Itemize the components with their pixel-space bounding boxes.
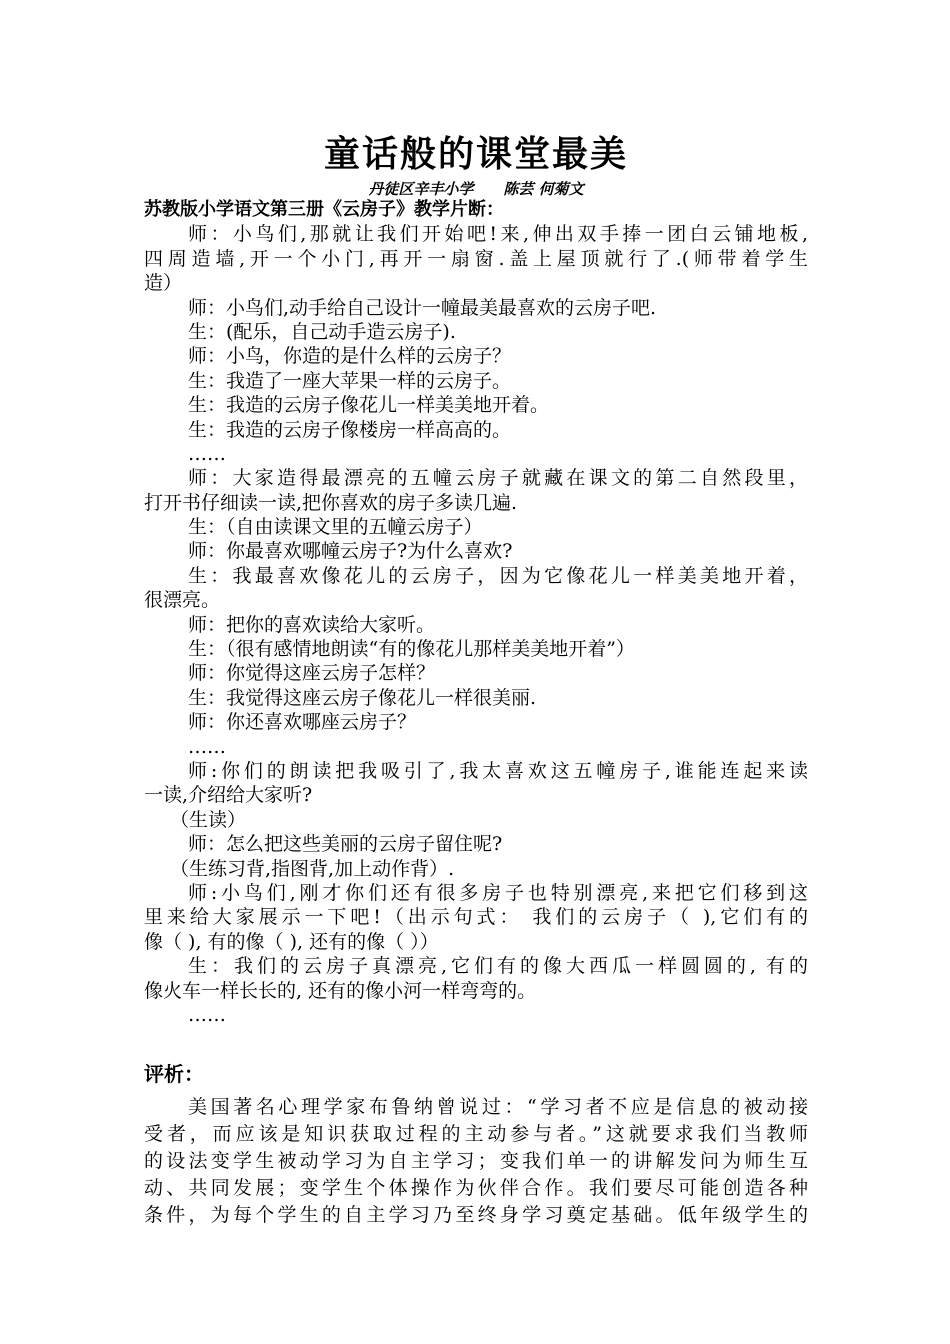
text-line: 生：我造的云房子像楼房一样高高的。 (188, 418, 512, 441)
ellipsis: …… (188, 442, 226, 465)
text-line: （生练习背,指图背,加上动作背）. (170, 857, 455, 880)
text-line: 一读,介绍给大家听? (144, 784, 313, 807)
text-line: 师:小鸟们,刚才你们还有很多房子也特别漂亮,来把它们移到这 (188, 881, 808, 904)
text-line: 师：把你的喜欢读给大家听。 (188, 613, 436, 636)
text-line: 师：小鸟们,动手给自己设计一幢最美最喜欢的云房子吧. (188, 296, 657, 319)
section-heading: 苏教版小学语文第三册《云房子》教学片断： (144, 199, 504, 220)
text-line: 的设法变学生被动学习为自主学习；变我们单一的讲解发问为师生互 (144, 1150, 808, 1172)
byline-school: 丹徒区辛丰小学 (368, 180, 474, 198)
text-line: （生读） (170, 808, 247, 831)
text-line: 生：我最喜欢像花儿的云房子，因为它像花儿一样美美地开着， (188, 564, 808, 587)
text-line: 师：大家造得最漂亮的五幢云房子就藏在课文的第二自然段里， (188, 467, 808, 490)
evaluation-heading: 评析： (144, 1062, 204, 1086)
text-line: 师：怎么把这些美丽的云房子留住呢? (188, 833, 503, 856)
text-line: 生：（很有感情地朗读“有的像花儿那样美美地开着”） (188, 638, 635, 661)
byline-authors: 陈芸 何菊文 (503, 180, 584, 198)
text-line: 生：我觉得这座云房子像花儿一样很美丽. (188, 686, 537, 709)
text-line: 生：我造了一座大苹果一样的云房子。 (188, 369, 512, 392)
byline (144, 178, 808, 199)
text-line: 师:你们的朗读把我吸引了,我太喜欢这五幢房子,谁能连起来读 (188, 759, 808, 782)
ellipsis: …… (188, 1003, 226, 1026)
text-line: 像（ ), 有的像（ ), 还有的像（ ）） (144, 930, 439, 953)
evaluation-text (144, 1094, 808, 1229)
text-line: 师：小鸟们,那就让我们开始吧!来,伸出双手捧一团白云铺地板, (188, 223, 808, 246)
text-line: 四周造墙,开一个小门,再开一扇窗.盖上屋顶就行了.(师带着学生 (144, 247, 808, 270)
text-line: 生：我造的云房子像花儿一样美美地开着。 (188, 394, 550, 417)
text-line: 里来给大家展示一下吧!（出示句式： 我们的云房子（ ),它们有的 (144, 906, 808, 929)
text-line: 生：（自由读课文里的五幢云房子） (188, 516, 483, 539)
lesson-excerpt (144, 198, 808, 1027)
text-line: 条件，为每个学生的自主学习乃至终身学习奠定基础。低年级学生的 (144, 1204, 808, 1226)
text-line: 打开书仔细读一读,把你喜欢的房子多读几遍. (144, 491, 518, 514)
text-line: 美国著名心理学家布鲁纳曾说过：“学习者不应是信息的被动接 (188, 1096, 808, 1118)
text-line: 师：小鸟，你造的是什么样的云房子？ (188, 345, 512, 368)
text-line: 生：我们的云房子真漂亮,它们有的像大西瓜一样圆圆的, 有的 (188, 955, 808, 978)
text-line: 师：你最喜欢哪幢云房子?为什么喜欢? (188, 540, 513, 563)
text-line: 师：你觉得这座云房子怎样？ (188, 662, 436, 685)
text-line: 受者，而应该是知识获取过程的主动参与者。”这就要求我们当教师 (144, 1123, 808, 1145)
text-line: 动、共同发展；变学生个体操作为伙伴合作。我们要尽可能创造各种 (144, 1177, 808, 1199)
page-title: 童话般的课堂最美 (323, 134, 628, 175)
text-line: 像火车一样长长的, 还有的像小河一样弯弯的。 (144, 979, 537, 1002)
text-line: 很漂亮。 (144, 589, 221, 612)
text-line: 生：(配乐，自己动手造云房子). (188, 320, 456, 343)
text-line: 造） (144, 272, 183, 295)
ellipsis: …… (188, 735, 226, 758)
text-line: 师：你还喜欢哪座云房子？ (188, 711, 417, 734)
